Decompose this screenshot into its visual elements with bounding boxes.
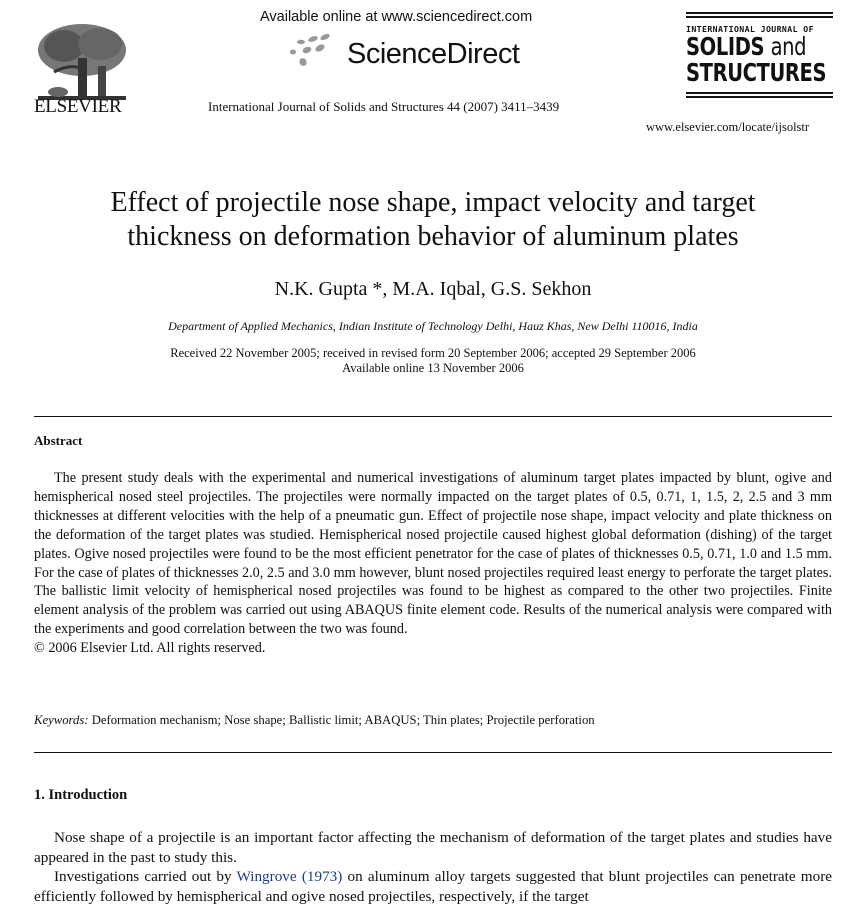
intro-paragraph-1: Nose shape of a projectile is an important factor affecting the mechanism of deformation of the target plates and studies have appeared in the past to study this.: [34, 829, 832, 866]
divider: [34, 752, 832, 753]
journal-logo-and: and: [770, 32, 807, 61]
sciencedirect-wordmark: ScienceDirect: [347, 38, 520, 70]
received-dates: Received 22 November 2005; received in revised form 20 September 2006; accepted 29 September 2006: [170, 346, 696, 360]
available-online-text[interactable]: Available online at www.sciencedirect.com: [260, 9, 533, 25]
article-dates: [30, 346, 836, 376]
abstract-text: The present study deals with the experimental and numerical investigations of aluminum target plates impacted by blunt, ogive and hemispherical nosed steel projectiles. The projectiles were normally impacted on the target plates of 0.5, 0.71, 1, 1.5, 2, 2.5 and 3 mm thicknesses at different velocities with the help of a pneumatic gun. Effect of projectile nose shape, impact velocity and plate thickness on the deformation of the target plates was studied. Hemispherical nosed projectile caused highest global deformation (dishing) of the target plates. Ogive nosed projectiles were found to be the most efficient penetrator for the case of plates of thicknesses 0.5, 0.71, 1.0 and 1.5 mm. For the case of plates of thicknesses 2.0, 2.5 and 3.0 mm however, blunt nosed projectiles required least energy to perforate the target plates. The ballistic limit velocity of hemispherical nosed projectiles was found to be highest as compared to the other two projectiles. Finite element analysis of the problem was carried out using ABAQUS finite element code. Results of the numerical analysis were compared with the experiments and good correlation between the two was found.: [34, 470, 832, 638]
available-online-date: Available online 13 November 2006: [342, 361, 524, 375]
journal-logo: [686, 12, 833, 100]
section-heading-introduction: 1. Introduction: [34, 787, 128, 803]
journal-logo-rule: [686, 96, 833, 98]
citation-link[interactable]: Wingrove (1973): [236, 868, 343, 885]
title-line-2: thickness on deformation behavior of aluminum plates: [127, 221, 739, 252]
journal-logo-rule: [686, 92, 833, 94]
keywords-label: Keywords:: [34, 713, 89, 727]
sciencedirect-dots-icon: [287, 32, 347, 70]
journal-logo-rule: [686, 12, 833, 14]
divider: [34, 416, 832, 417]
journal-url[interactable]: www.elsevier.com/locate/ijsolstr: [646, 120, 810, 134]
intro-para2-text: Investigations carried out by: [54, 868, 237, 885]
introduction-body: [34, 828, 832, 906]
title-line-1: Effect of projectile nose shape, impact velocity and target: [110, 187, 756, 218]
publisher-name: ELSEVIER: [34, 96, 122, 117]
journal-citation: International Journal of Solids and Structures 44 (2007) 3411–3439: [208, 99, 560, 114]
journal-logo-line3: STRUCTURES: [686, 58, 827, 87]
authors[interactable]: N.K. Gupta *, M.A. Iqbal, G.S. Sekhon: [274, 278, 592, 300]
abstract-heading: Abstract: [34, 433, 83, 448]
keywords: [34, 713, 595, 728]
journal-logo-line2: [686, 32, 807, 61]
intro-paragraph-2: [34, 867, 832, 906]
abstract-body: [34, 469, 832, 658]
journal-logo-rule: [686, 16, 833, 18]
affiliation: Department of Applied Mechanics, Indian Institute of Technology Delhi, Hauz Khas, New Delhi 110016, India: [168, 319, 698, 333]
article-title: [30, 186, 836, 254]
copyright: © 2006 Elsevier Ltd. All rights reserved.: [34, 640, 266, 657]
journal-logo-solids: SOLIDS: [686, 32, 765, 61]
keywords-list: Deformation mechanism; Nose shape; Ballistic limit; ABAQUS; Thin plates; Projectile perforation: [91, 713, 595, 727]
journal-logo-line1: INTERNATIONAL JOURNAL OF: [686, 24, 814, 34]
intro-para2-text-cont: on aluminum alloy targets suggested that blunt projectiles can penetrate more efficiently followed by hemispherical and ogive nosed projectiles, respectively, if the target: [34, 868, 833, 905]
